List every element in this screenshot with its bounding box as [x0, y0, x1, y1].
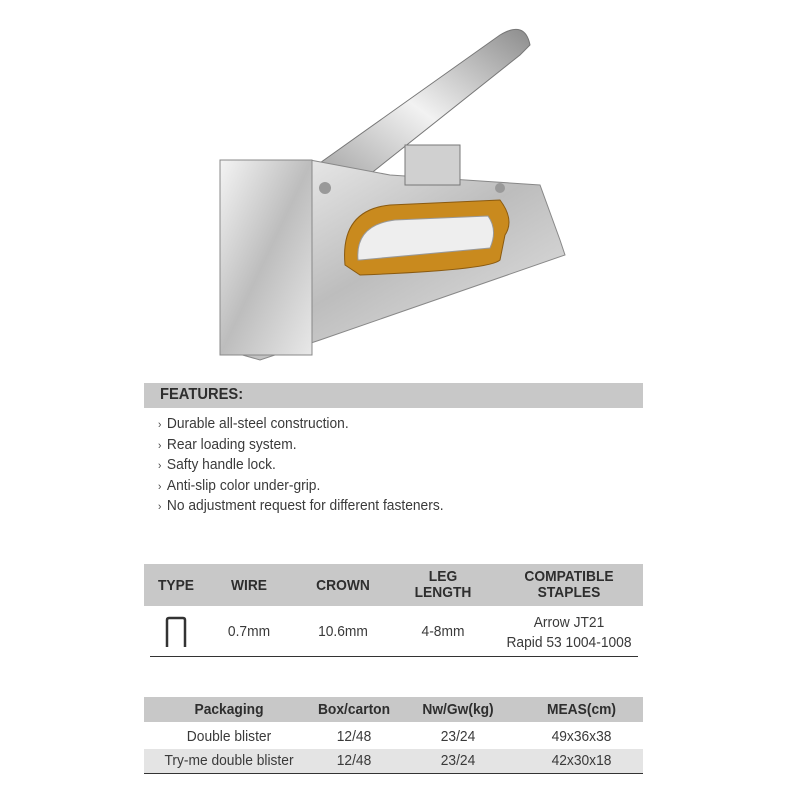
feature-item [158, 435, 444, 456]
chevron-right-icon: › [158, 501, 162, 513]
header-wire: WIRE [230, 577, 268, 594]
chevron-right-icon: › [158, 480, 162, 493]
packaging-cell: Try-me double blister [164, 752, 294, 769]
box-carton-cell: 12/48 [336, 728, 372, 745]
feature-text: Rear loading system. [166, 435, 297, 453]
feature-item [158, 414, 444, 435]
header-compatible-staples: COMPATIBLE STAPLES [524, 568, 614, 601]
header-meas: MEAS(cm) [546, 701, 616, 718]
meas-cell: 49x36x38 [551, 728, 612, 745]
features-title: FEATURES: [160, 386, 244, 403]
feature-text: Safty handle lock. [166, 456, 276, 473]
feature-item [158, 476, 444, 497]
header-packaging: Packaging [194, 701, 264, 718]
compatible-value-1: Arrow JT21 [533, 614, 605, 631]
feature-item [158, 496, 444, 517]
spec-table-header [144, 564, 643, 606]
features-list [158, 414, 468, 517]
chevron-right-icon: › [158, 439, 162, 452]
chevron-right-icon: › [158, 460, 162, 472]
header-box-carton: Box/carton [317, 701, 391, 718]
box-carton-cell: 12/48 [336, 752, 372, 769]
feature-text: Anti-slip color under-grip. [166, 476, 321, 494]
leg-length-value: 4-8mm [421, 623, 465, 640]
header-nw-gw: Nw/Gw(kg) [422, 701, 494, 718]
chevron-right-icon: › [158, 419, 162, 431]
packaging-table-header [144, 697, 643, 722]
feature-text: No adjustment request for different fasteners. [166, 497, 444, 514]
nw-gw-cell: 23/24 [440, 728, 476, 745]
header-crown: CROWN [316, 577, 370, 594]
packaging-table-divider [144, 773, 643, 774]
spec-table-divider [150, 656, 638, 657]
staple-icon [164, 616, 188, 648]
header-type: TYPE [157, 577, 195, 594]
feature-item [158, 455, 444, 476]
packaging-cell: Double blister [186, 728, 272, 745]
compatible-value-2: Rapid 53 1004-1008 [506, 634, 632, 651]
wire-value: 0.7mm [227, 623, 271, 640]
stapler-product-image [200, 20, 580, 375]
feature-text: Durable all-steel construction. [166, 415, 349, 432]
header-leg-length: LEG LENGTH [414, 568, 472, 601]
meas-cell: 42x30x18 [551, 752, 612, 769]
crown-value: 10.6mm [318, 623, 368, 640]
nw-gw-cell: 23/24 [440, 752, 476, 769]
